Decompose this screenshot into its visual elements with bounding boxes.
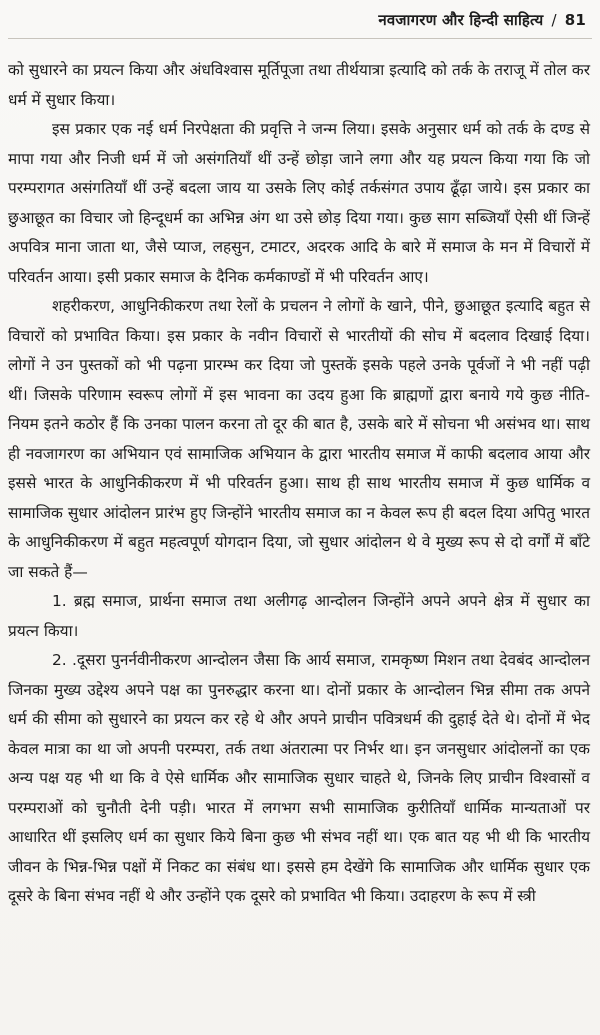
list-item-1: 1. ब्रह्म समाज, प्रार्थना समाज तथा अलीगढ़ आन्दोलन जिन्होंने अपने अपने क्षेत्र में सुधार का प्रयत्न किया। xyxy=(8,592,590,640)
header-separator: / xyxy=(551,11,557,29)
running-header xyxy=(378,10,586,30)
paragraph-continuation: को सुधारने का प्रयत्न किया और अंधविश्वास मूर्तिपूजा तथा तीर्थयात्रा इत्यादि को तर्क के तराजू में तोल कर धर्म में सुधार किया। xyxy=(8,61,590,109)
header-title: नवजागरण और हिन्दी साहित्य xyxy=(378,11,544,29)
page-number: 81 xyxy=(564,11,586,29)
paragraph-urbanisation: शहरीकरण, आधुनिकीकरण तथा रेलों के प्रचलन ने लोगों के खाने, पीने, छुआछूत इत्यादि बहुत से विचारों को प्रभावित किया। इस प्रकार के नवीन विचारों से भारतीयों की सोच में बदलाव दिखाई दिया। लोगों ने उन पुस्तकों को भी पढ़ना प्रारम्भ कर दिया जो पुस्तकें इसके पहले उनके पूर्वजों ने भी नहीं पढ़ी थीं। जिसके परिणाम स्वरूप लोगों में इस भावना का उदय हुआ कि ब्राह्मणों द्वारा बनाये गये कुछ नीति-नियम इतने कठोर हैं कि उनका पालन करना तो दूर की बात है, उसके बारे में सोचना भी असंभव था। साथ ही नवजागरण का अभियान एवं सामाजिक अभियान के द्वारा भारतीय समाज में काफी बदलाव आया और इससे भारत के आधुनिकीकरण में भी परिवर्तन हुआ। साथ ही साथ भारतीय समाज में कुछ धार्मिक व सामाजिक सुधार आंदोलन प्रारंभ हुए जिन्होंने भारतीय समाज का न केवल रूप ही बदल दिया अपितु भारत के आधुनिकीकरण में बहुत महत्वपूर्ण योगदान दिया, जो सुधार आंदोलन थे वे मुख्य रूप से दो वर्गों में बाँटे जा सकते हैं— xyxy=(8,297,590,581)
body-text xyxy=(8,56,590,912)
header-rule xyxy=(8,38,592,39)
paragraph-secularism: इस प्रकार एक नई धर्म निरपेक्षता की प्रवृत्ति ने जन्म लिया। इसके अनुसार धर्म को तर्क के दण्ड से मापा गया और निजी धर्म में जो असंगतियाँ थीं उन्हें छोड़ा जाने लगा और यह प्रयत्न किया गया कि जो परम्परागत असंगतियाँ थीं उन्हें बदला जाय या उसके लिए कोई तर्कसंगत उपाय ढूँढ़ा जाये। इस प्रकार का छुआछूत का विचार जो हिन्दूधर्म का अभिन्न अंग था उसे छोड़ दिया गया। कुछ साग सब्जियाँ ऐसी थीं जिन्हें अपवित्र माना जाता था, जैसे प्याज, लहसुन, टमाटर, अदरक आदि के बारे में समाज के मन में विचारों में परिवर्तन आया। इसी प्रकार समाज के दैनिक कर्मकाण्डों में भी परिवर्तन आए। xyxy=(8,120,590,286)
list-item-2: 2. .दूसरा पुनर्नवीनीकरण आन्दोलन जैसा कि आर्य समाज, रामकृष्ण मिशन तथा देवबंद आन्दोलन जिनका मुख्य उद्देश्य अपने पक्ष का पुनरुद्धार करना था। दोनों प्रकार के आन्दोलन भिन्न सीमा तक अपने धर्म की सीमा को सुधारने का प्रयत्न कर रहे थे और अपने प्राचीन पवित्रधर्म की दुहाई देते थे। दोनों में भेद केवल मात्रा का था जो अपनी परम्परा, तर्क तथा अंतरात्मा पर निर्भर था। इन जनसुधार आंदोलनों का एक अन्य पक्ष यह भी था कि वे ऐसे धार्मिक और सामाजिक सुधार चाहते थे, जिनके लिए प्राचीन विश्वासों व परम्पराओं को चुनौती देनी पड़ी। भारत में लगभग सभी सामाजिक कुरीतियाँ धार्मिक मान्यताओं पर आधारित थीं इसलिए धर्म का सुधार किये बिना कुछ भी संभव नहीं था। एक बात यह भी थी कि भारतीय जीवन के भिन्न-भिन्न पक्षों में निकट का संबंध था। इससे हम देखेंगे कि सामाजिक और धार्मिक सुधार एक दूसरे के बिना संभव नहीं थे और उन्होंने एक दूसरे को प्रभावित भी किया। उदाहरण के रूप में स्त्री xyxy=(8,651,590,905)
